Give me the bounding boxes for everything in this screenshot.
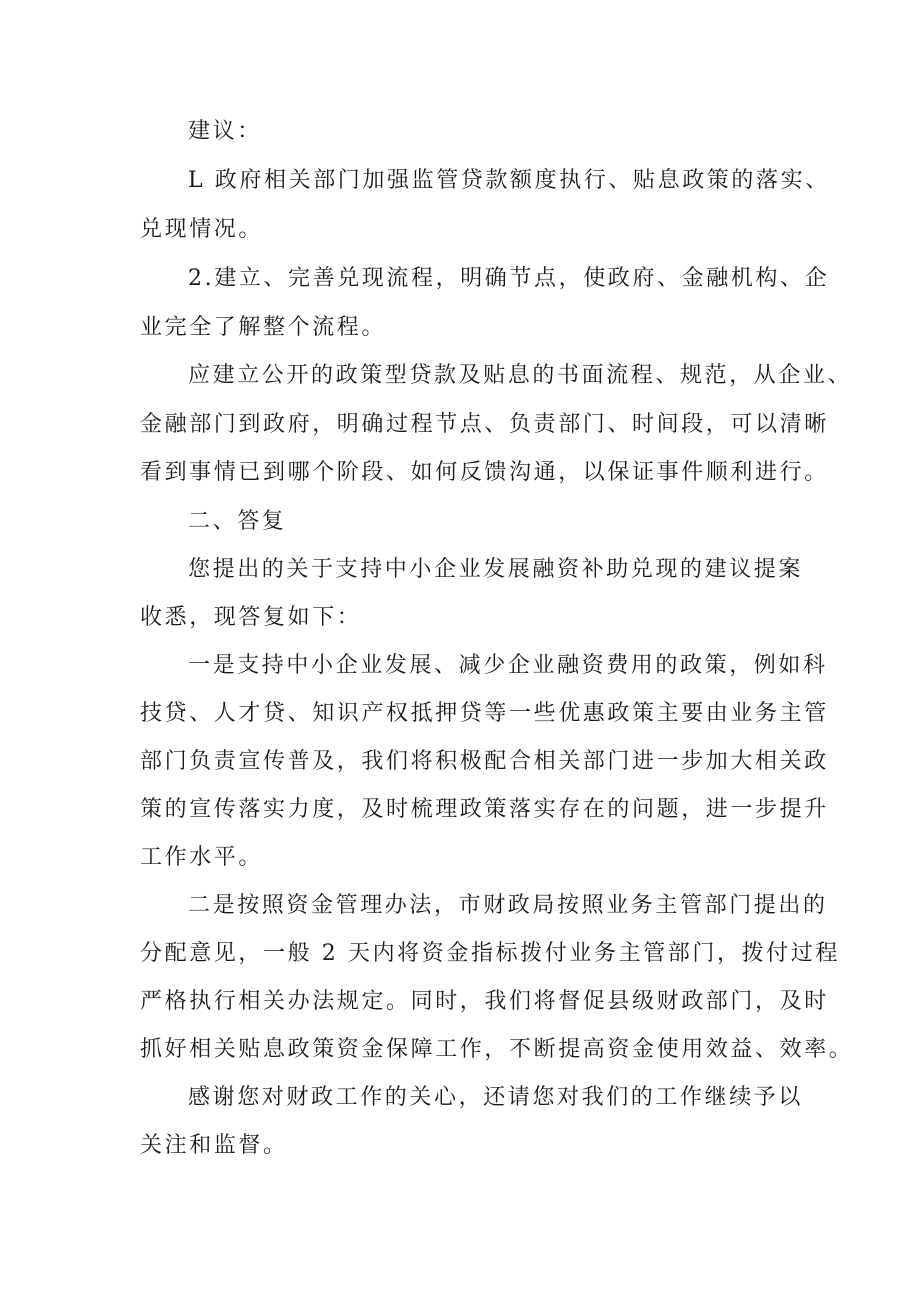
text-line: 部门负责宣传普及，我们将积极配合相关部门进一步加大相关政: [140, 749, 829, 774]
text-line: 严格执行相关办法规定。同时，我们将督促县级财政部门，及时: [140, 989, 829, 1014]
text-line: 工作水平。: [140, 845, 264, 870]
text-line: L 政府相关部门加强监管贷款额度执行、贴息政策的落实、: [188, 168, 830, 193]
text-line: 金融部门到政府，明确过程节点、负责部门、时间段，可以清晰: [140, 412, 829, 437]
text-line: 关注和监督。: [140, 1133, 288, 1158]
text-line-suggestion-heading: 建议：: [188, 119, 262, 144]
text-line: 技贷、人才贷、知识产权抵押贷等一些优惠政策主要由业务主管: [140, 701, 829, 726]
text-line: 收悉，现答复如下：: [140, 605, 362, 630]
text-line: 兑现情况。: [140, 217, 264, 242]
text-line: 分配意见，一般 2 天内将资金指标拨付业务主管部门，拨付过程: [140, 941, 840, 966]
text-line: 策的宣传落实力度，及时梳理政策落实存在的问题，进一步提升: [140, 797, 829, 822]
text-line-reply-heading: 二、答复: [188, 509, 287, 534]
text-line: 感谢您对财政工作的关心，还请您对我们的工作继续予以: [188, 1085, 804, 1110]
text-line: 看到事情已到哪个阶段、如何反馈沟通，以保证事件顺利进行。: [140, 460, 829, 485]
text-line: 2.建立、完善兑现流程，明确节点，使政府、金融机构、企: [188, 266, 830, 291]
text-line: 二是按照资金管理办法，市财政局按照业务主管部门提出的: [188, 893, 828, 918]
text-line: 应建立公开的政策型贷款及贴息的书面流程、规范，从企业、: [188, 363, 853, 388]
text-line: 您提出的关于支持中小企业发展融资补助兑现的建议提案: [188, 557, 804, 582]
text-line: 一是支持中小企业发展、减少企业融资费用的政策，例如科: [188, 653, 828, 678]
text-line: 业完全了解整个流程。: [140, 315, 387, 340]
text-line: 抓好相关贴息政策资金保障工作，不断提高资金使用效益、效率。: [140, 1037, 854, 1062]
